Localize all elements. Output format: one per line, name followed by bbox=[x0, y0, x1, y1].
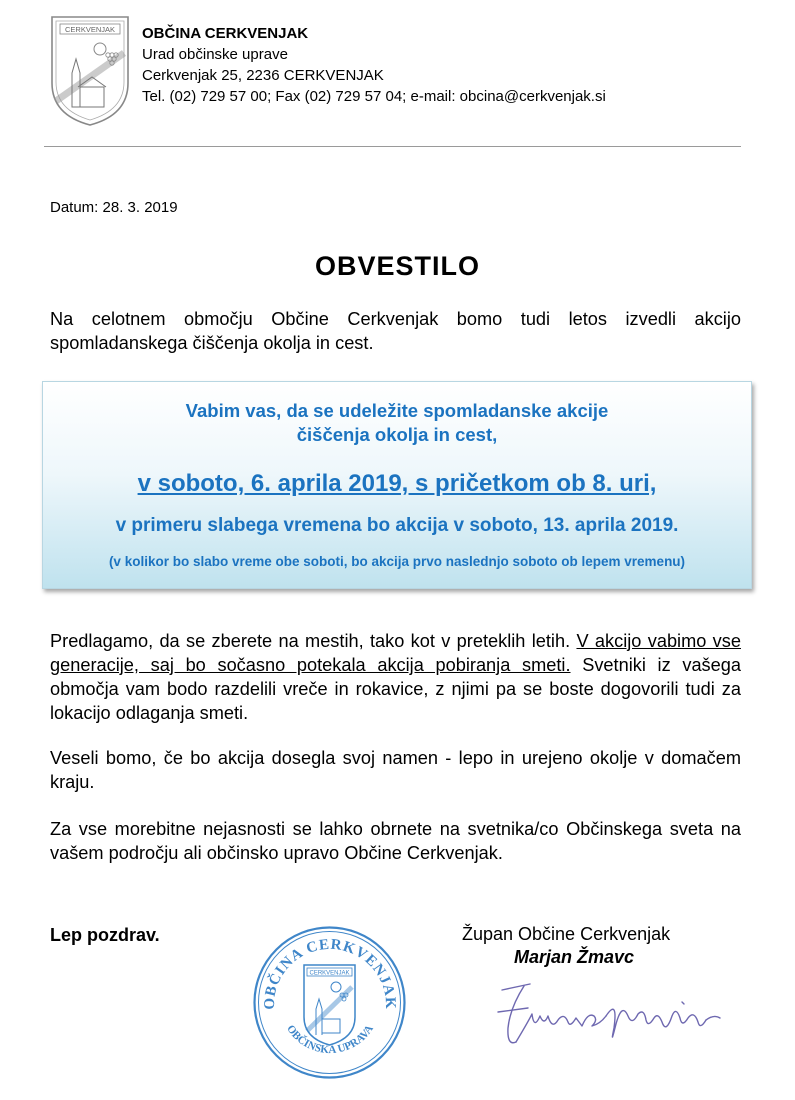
document-title: OBVESTILO bbox=[314, 251, 480, 281]
event-date: v soboto, 6. aprila 2019, s pričetkom ob 8. uri, bbox=[137, 470, 657, 497]
mayor-name: Marjan Žmavc bbox=[514, 947, 635, 967]
paragraph-1-underlined: V akcijo vabimo vse generacije, saj bo sočasno potekala akcija pobiranja smeti. bbox=[50, 631, 741, 675]
greeting: Lep pozdrav. bbox=[50, 925, 160, 945]
mayor-title: Župan Občine Cerkvenjak bbox=[462, 924, 671, 944]
stamp-bottom-text: OBČINSKA UPRAVA bbox=[284, 1022, 376, 1057]
svg-text:OBČINSKA UPRAVA bbox=[284, 1023, 376, 1056]
document-date: Datum: 28. 3. 2019 bbox=[50, 199, 178, 216]
official-stamp bbox=[252, 925, 407, 1080]
body-paragraph-1 bbox=[50, 629, 741, 725]
paragraph-1-start: Predlagamo, da se zberete na mestih, tako kot v preteklih letih. bbox=[50, 631, 577, 651]
weather-note: (v kolikor bo slabo vreme obe soboti, bo akcija prvo naslednjo soboto ob lepem vremenu) bbox=[108, 554, 686, 569]
bad-weather-date: v primeru slabega vremena bo akcija v soboto, 13. aprila 2019. bbox=[115, 515, 679, 536]
mayor-signature bbox=[488, 968, 733, 1068]
invitation-box bbox=[42, 381, 752, 589]
body-paragraph-3: Za vse morebitne nejasnosti se lahko obrnete na svetnika/co Občinskega sveta na vašem področju ali občinsko upravo Občine Cerkvenjak. bbox=[50, 819, 741, 863]
contact-line: Tel. (02) 729 57 00; Fax (02) 729 57 04; e-mail: obcina@cerkvenjak.si bbox=[142, 88, 606, 105]
body-paragraph-2: Veseli bomo, če bo akcija dosegla svoj namen - lepo in urejeno okolje v domačem kraju. bbox=[50, 748, 741, 792]
invitation-text bbox=[43, 399, 751, 447]
organization-name: OBČINA CERKVENJAK bbox=[142, 25, 309, 42]
invitation-line-2: čiščenja okolja in cest, bbox=[296, 424, 498, 445]
header-divider bbox=[44, 146, 741, 147]
stamp-top-text: OBČINA CERKVENJAK bbox=[261, 936, 399, 1010]
invitation-line-1: Vabim vas, da se udeležite spomladanske akcije bbox=[185, 400, 609, 421]
office-name: Urad občinske uprave bbox=[142, 46, 288, 63]
stamp-inner-text: CERKVENJAK bbox=[309, 970, 350, 977]
postal-address: Cerkvenjak 25, 2236 CERKVENJAK bbox=[142, 67, 384, 84]
intro-paragraph: Na celotnem območju Občine Cerkvenjak bomo tudi letos izvedli akcijo spomladanskega čiščenja okolja in cest. bbox=[50, 309, 741, 353]
municipality-crest-logo bbox=[50, 15, 130, 127]
paragraph-1-end: Svetniki iz vašega območja vam bodo razdelili vreče in rokavice, z njimi pa se boste dogovorili tudi za lokacijo odlaganja smeti. bbox=[50, 655, 742, 723]
letterhead bbox=[142, 23, 606, 107]
crest-label: CERKVENJAK bbox=[64, 25, 116, 34]
